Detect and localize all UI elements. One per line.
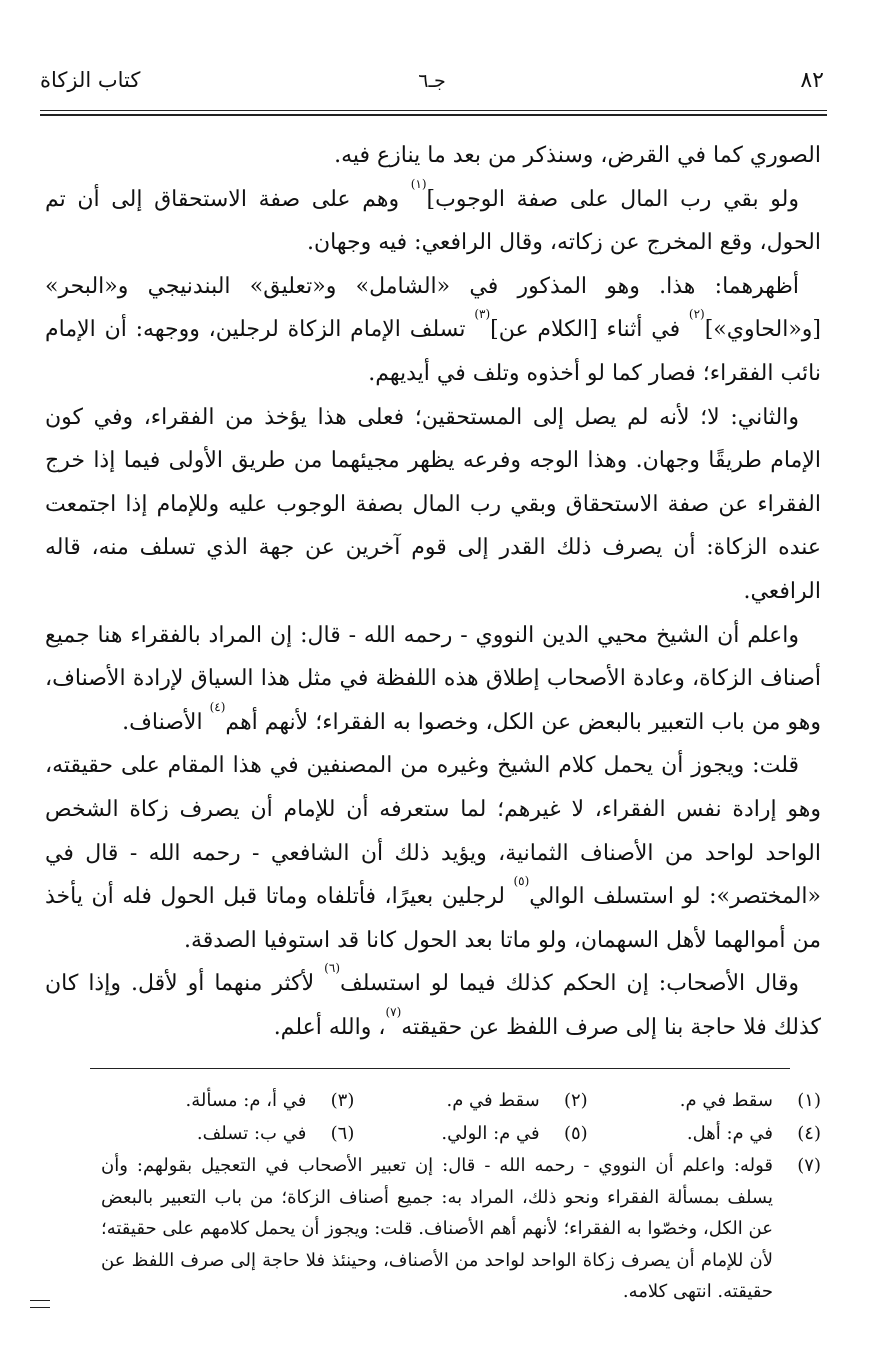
footnote-ref: (٢)	[688, 307, 705, 322]
footnote: (٥)في م: الولي.	[441, 1123, 588, 1144]
paragraph: وقال الأصحاب: إن الحكم كذلك فيما لو استسلف$^{(٦)}$ لأكثر منهما أو لأقل. وإذا كان كذلك فلا حاجة بنا إلى صرف اللفظ عن حقيقته$^{(٧)}$، والله أعلم.	[45, 961, 821, 1040]
paragraph: ولو بقي رب المال على صفة الوجوب]$^{(١)}$ وهم على صفة الاستحقاق إلى أن تم الحول، وقع المخرج عن زكاته، وقال الرافعي: فيه وجهان.	[45, 176, 821, 256]
footnote: (٦)في ب: تسلف.	[196, 1123, 355, 1144]
book-title: كتاب الزكاة	[40, 68, 141, 92]
footnote-rule	[90, 1068, 790, 1069]
footnote: (٣)في أ، م: مسألة.	[185, 1090, 355, 1111]
footnote-row	[121, 1117, 821, 1150]
footnote-row	[121, 1084, 821, 1117]
footnote-long	[101, 1150, 821, 1308]
main-text	[45, 134, 821, 1049]
volume-label: جـ٦	[418, 70, 446, 92]
header-rule-thick	[40, 114, 827, 116]
footnote: (٤)في م: أهل.	[686, 1123, 821, 1144]
footnote-number: (٧)	[797, 1155, 821, 1176]
paragraph: واعلم أن الشيخ محيي الدين النووي - رحمه الله - قال: إن المراد بالفقراء هنا جميع أصناف الزكاة، وعادة الأصحاب إطلاق هذه اللفظة في مثل هذا السياق لإرادة الأصناف، وهو من باب التعبير بالبعض عن الكل، وخصوا به الفقراء؛ لأنهم أهم$^{(٤)}$ الأصناف.	[45, 622, 821, 735]
header-rule-thin	[40, 110, 827, 111]
margin-mark	[30, 1300, 50, 1308]
footnote-ref: (١)	[410, 176, 427, 191]
paragraph: الصوري كما في القرض، وسنذكر من بعد ما ينازع فيه.	[334, 143, 821, 168]
footnote-text: قوله: واعلم أن النووي - رحمه الله - قال: إن تعبير الأصحاب في التعجيل بقولهم: وأن يسلف بمسألة الفقراء ونحو ذلك، المراد به: جميع أصناف الزكاة؛ من باب التعبير بالبعض عن الكل، وخصّوا به الفقراء؛ لأنهم أهم الأصناف. قلت: ويجوز أن يحمل كلامهم على حقيقته؛ لأن للإمام أن يصرف زكاة الواحد لواحد من الأصناف، وحينئذ فلا حاجة إلى صرف اللفظ عن حقيقته. انتهى كلامه.	[101, 1155, 773, 1302]
running-header	[40, 68, 824, 102]
footnote: (١)سقط في م.	[679, 1090, 821, 1111]
paragraph: والثاني: لا؛ لأنه لم يصل إلى المستحقين؛ فعلى هذا يؤخذ من الفقراء، وفي كون الإمام طريقًا وجهان. وهذا الوجه وفرعه يظهر مجيئهما من طريق الأولى فيما إذا خرج الفقراء عن صفة الاستحقاق وبقي رب المال بصفة الوجوب عليه وللإمام إذا اجتمعت عنده الزكاة: أن يصرف ذلك القدر إلى قوم آخرين عن جهة الذي تسلف منه، قاله الرافعي.	[45, 404, 821, 604]
footnotes-short	[121, 1084, 821, 1150]
page-number: ٨٢	[800, 68, 824, 93]
footnote-ref: (٥)	[513, 874, 530, 889]
footnote-ref: (٣)	[474, 307, 491, 322]
paragraph: قلت: ويجوز أن يحمل كلام الشيخ وغيره من المصنفين في هذا المقام على حقيقته، وهو إرادة نفس الفقراء، لا غيرهم؛ لما ستعرفه أن للإمام أن يصرف زكاة الشخص الواحد لواحد من الأصناف الثمانية، ويؤيد ذلك أن الشافعي - رحمه الله - قال في «المختصر»: لو استسلف الوالي$^{(٥)}$ لرجلين بعيرًا، فأتلفاه وماتا قبل الحول فله أن يأخذ من أموالهما لأهل السهمان، ولو ماتا بعد الحول كانا قد استوفيا الصدقة.	[45, 753, 822, 953]
footnote-ref: (٦)	[324, 961, 340, 976]
paragraph: أظهرهما: هذا. وهو المذكور في «الشامل» و«تعليق» البندنيجي و«البحر» [و«الحاوي»]$^{(٢)}$ في أثناء [الكلام عن]$^{(٣)}$ تسلف الإمام الزكاة لرجلين، ووجهه: أن الإمام نائب الفقراء؛ فصار كما لو أخذوه وتلف في أيديهم.	[45, 273, 821, 386]
footnote: (٢)سقط في م.	[446, 1090, 588, 1111]
footnote-ref: (٧)	[385, 1004, 402, 1019]
footnote-ref: (٤)	[209, 699, 226, 714]
